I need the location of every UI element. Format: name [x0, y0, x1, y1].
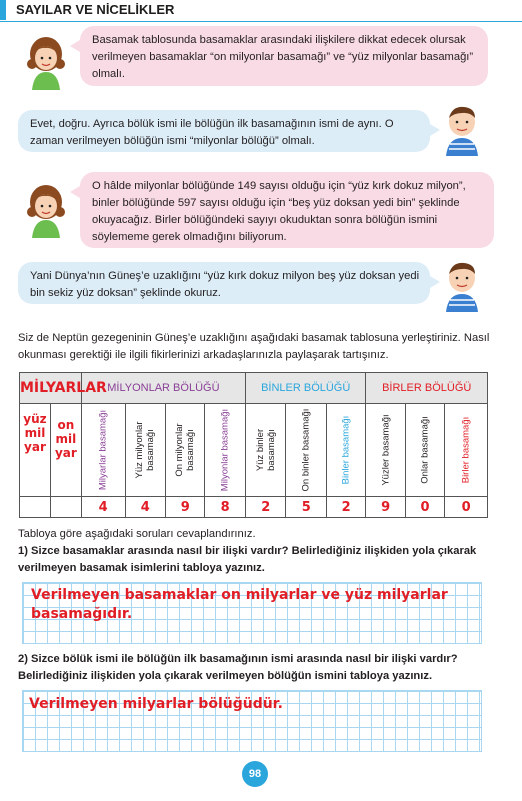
place-name-cell: Milyonlar basamağı	[205, 404, 246, 497]
speech-text-1: Basamak tablosunda basamaklar arasındaki ilişkilere dikkat edecek olursak verilmeyen basamaklar “on milyonlar basamağı” ve “yüz milyonlar basamağı” olmalı.	[92, 34, 474, 80]
speech-text-2: Evet, doğru. Ayrıca bölük ismi ile bölüğün ilk basamağının ismi de aynı. O zaman verilmeyen bölüğün ismi “milyonlar bölüğü” olmalı.	[30, 118, 394, 147]
handwritten-place-2: on mil yar	[50, 404, 81, 497]
answer-1-line-2: basamağıdır.	[31, 606, 133, 622]
speech-bubble-3	[80, 172, 494, 248]
group-header-milyarlar: MİLYARLAR	[20, 373, 82, 404]
answer-1-line-1: Verilmeyen basamaklar on milyarlar ve yüz milyarlar	[31, 587, 448, 603]
speech-bubble-2	[18, 110, 430, 152]
answer-2-line-1: Verilmeyen milyarlar bölüğüdür.	[29, 696, 283, 712]
place-name-cell: On milyonlar basamağı	[166, 404, 205, 497]
place-name-cell: Birler basamağı	[445, 404, 488, 497]
place-name-cell: Milyarlar basamağı	[81, 404, 125, 497]
group-header-milyonlar: MİLYONLAR BÖLÜĞÜ	[81, 373, 245, 404]
question-1: 1) Sizce basamaklar arasında nasıl bir ilişki vardır? Belirlediğiniz ilişkiden yola çıkarak verilmeyen basamak isimlerini tabloya yazınız.	[18, 545, 477, 574]
header-rule	[0, 21, 522, 22]
place-name-cell: Yüz binler basamağı	[245, 404, 286, 497]
girl-avatar-2	[24, 182, 68, 238]
place-name-cell: Yüz milyonlar basamağı	[125, 404, 166, 497]
answer-box-2[interactable]	[22, 690, 482, 752]
question-2: 2) Sizce bölük ismi ile bölüğün ilk basamağının ismi arasında nasıl bir ilişki vardır? Belirlediğiniz ilişkiden yola çıkarak verilmeyen bölüğün ismini tabloya yazınız.	[18, 653, 458, 682]
digit-cell[interactable]: 5	[286, 497, 327, 518]
place-value-table	[19, 372, 488, 518]
speech-bubble-4	[18, 262, 430, 304]
digit-cell[interactable]: 4	[81, 497, 125, 518]
digit-cell[interactable]	[50, 497, 81, 518]
header-accent-bar	[0, 0, 6, 20]
speech-text-4: Yani Dünya’nın Güneş’e uzaklığını “yüz kırk dokuz milyon beş yüz doksan yedi bin sekiz yüz doksan” şeklinde okuruz.	[30, 270, 420, 299]
speech-bubble-1	[80, 26, 488, 86]
place-name-cell: Onlar basamağı	[405, 404, 444, 497]
speech-text-3: O hâlde milyonlar bölüğünde 149 sayısı olduğu için “yüz kırk dokuz milyon”, binler bölüğünde 597 sayısı olduğu için “beş yüz doksan yedi bin” şeklinde okuyacağız. Birler bölüğündeki sayıyı okuduktan sonra bölüğün ismini söylememe gerek olmadığını biliyorum.	[92, 180, 466, 243]
group-header-binler: BİNLER BÖLÜĞÜ	[245, 373, 365, 404]
place-name-cell: On binler basamağı	[286, 404, 327, 497]
digit-cell[interactable]: 0	[445, 497, 488, 518]
place-name-cell: Binler basamağı	[326, 404, 365, 497]
digit-cell[interactable]	[20, 497, 51, 518]
handwritten-place-1: yüz mil yar	[20, 404, 51, 497]
digit-cell[interactable]: 4	[125, 497, 166, 518]
instruction-text: Tabloya göre aşağıdaki soruları cevaplandırınız.	[18, 528, 256, 540]
digit-cell[interactable]: 2	[326, 497, 365, 518]
group-header-birler: BİRLER BÖLÜĞÜ	[366, 373, 488, 404]
digit-cell[interactable]: 9	[166, 497, 205, 518]
boy-avatar	[440, 100, 484, 156]
boy-avatar-2	[440, 256, 484, 312]
girl-avatar	[24, 34, 68, 90]
place-name-cell: Yüzler basamağı	[366, 404, 405, 497]
section-title: SAYILAR VE NİCELİKLER	[16, 2, 175, 17]
digit-cell[interactable]: 8	[205, 497, 246, 518]
page-number-badge: 98	[242, 761, 268, 787]
answer-box-1[interactable]	[22, 582, 482, 644]
digit-cell[interactable]: 2	[245, 497, 286, 518]
page-header	[0, 0, 522, 20]
intro-paragraph: Siz de Neptün gezegeninin Güneş’e uzaklığını aşağıdaki basamak tablosuna yerleştiriniz. Nasıl okunması gerektiği ile ilgili fikirlerinizi arkadaşlarınızla paylaşarak tartışınız.	[18, 332, 490, 361]
digit-cell[interactable]: 0	[405, 497, 444, 518]
digit-cell[interactable]: 9	[366, 497, 405, 518]
